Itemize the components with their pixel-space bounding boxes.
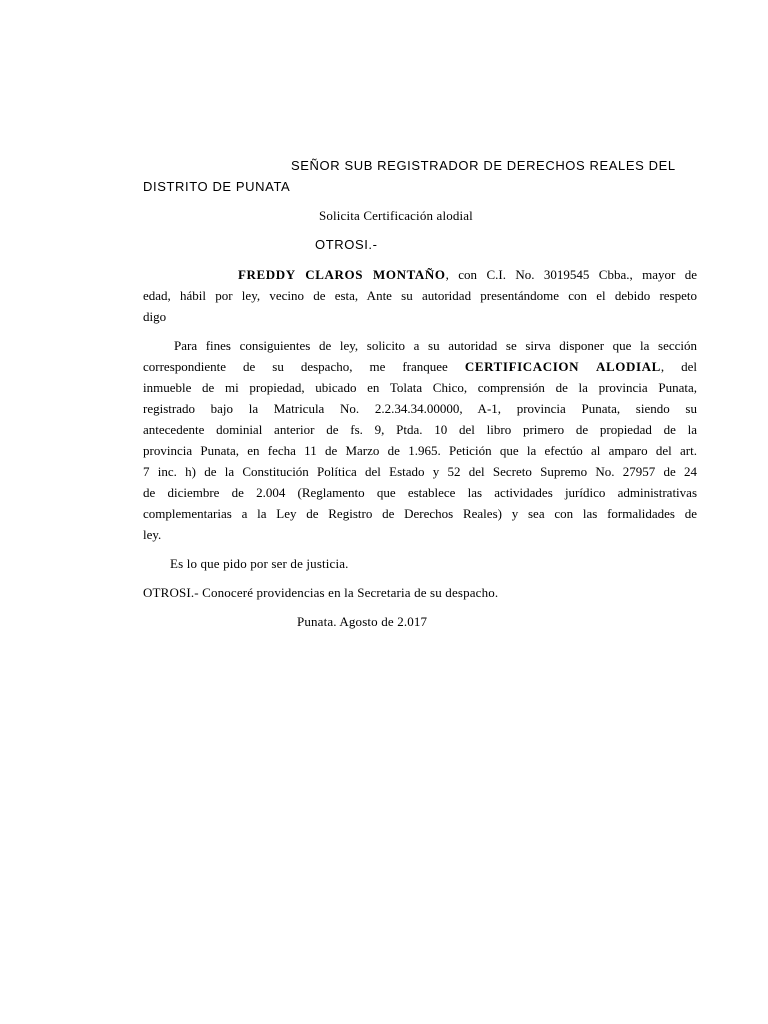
intro-line-2: edad, hábil por ley, vecino de esta, Ante su autoridad presentándome con el debido respeto (143, 288, 697, 303)
otrosi-header: OTROSI.- (315, 237, 378, 252)
certificate-title: CERTIFICACION ALODIAL (464, 359, 661, 374)
petitioner-name: FREDDY CLAROS MONTAÑO (238, 267, 446, 282)
body-line-8: de diciembre de 2.004 (Reglamento que establece las actividades jurídico administrativas (143, 485, 697, 500)
addressee-line-2: DISTRITO DE PUNATA (143, 179, 291, 194)
body-line-7: 7 inc. h) de la Constitución Política del Estado y 52 del Secreto Supremo No. 27957 de 24 (143, 464, 697, 479)
intro-line-3: digo (143, 309, 167, 324)
body-line-9: complementarias a la Ley de Registro de Derechos Reales) y sea con las formalidades de (143, 506, 697, 521)
body-line-2-text: correspondiente de su despacho, me franquee (143, 359, 448, 374)
intro-line-1 (238, 264, 697, 285)
body-line-3: inmueble de mi propiedad, ubicado en Tolata Chico, comprensión de la provincia Punata, (143, 380, 697, 395)
addressee-line-1: SEÑOR SUB REGISTRADOR DE DERECHOS REALES DEL (291, 158, 676, 173)
body-line-5: antecedente dominial anterior de fs. 9, Ptda. 10 del libro primero de propiedad de la (143, 422, 697, 437)
body-line-4: registrado bajo la Matricula No. 2.2.34.34.00000, A-1, provincia Punata, siendo su (143, 401, 697, 416)
body-line-2 (143, 356, 697, 377)
body-line-1: Para fines consiguientes de ley, solicito a su autoridad se sirva disponer que la sección (174, 338, 697, 353)
place-date: Punata. Agosto de 2.017 (297, 614, 428, 629)
otrosi-note: OTROSI.- Conoceré providencias en la Secretaria de su despacho. (143, 585, 499, 600)
subject-line: Solicita Certificación alodial (319, 208, 473, 223)
body-line-10: ley. (143, 527, 162, 542)
body-line-6: provincia Punata, en fecha 11 de Marzo de 1.965. Petición que la efectúo al amparo del art. (143, 443, 697, 458)
body-line-2-end: , del (660, 359, 698, 374)
closing-line: Es lo que pido por ser de justicia. (170, 556, 349, 571)
intro-line-1-text: , con C.I. No. 3019545 Cbba., mayor de (445, 267, 697, 282)
